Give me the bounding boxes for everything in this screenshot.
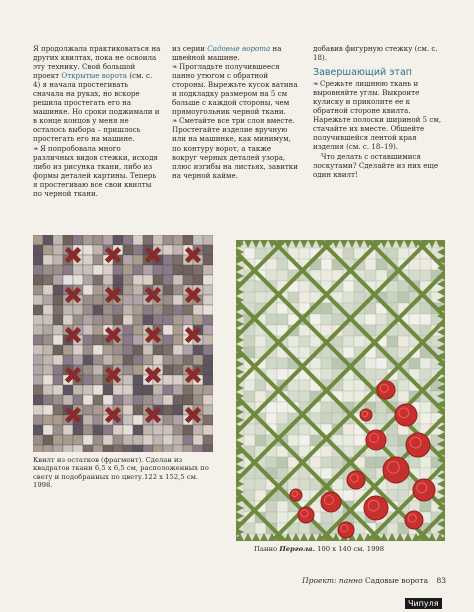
series-name: Садовые ворота — [207, 44, 271, 53]
text-column-right — [313, 44, 443, 179]
bullet-icon: ❧ — [313, 79, 319, 89]
pergola-panel-photo — [236, 240, 445, 541]
scrap-quilt-photo — [33, 235, 213, 452]
bullet-icon: ❧ — [33, 143, 39, 153]
scrap-quilt-image — [33, 235, 213, 452]
paragraph-text: добавив фигурную стежку (см. с. 18). — [313, 44, 438, 63]
bullet-icon: ❧ — [172, 116, 178, 126]
photo-caption-pergola — [254, 545, 434, 553]
section-heading: Завершающий этап — [313, 67, 412, 79]
paragraph-text: (см. с. 4) — [33, 71, 153, 90]
project-name: Открытые ворота — [61, 71, 127, 81]
paragraph-text: Я попробовала много различных видов стежки, исходя либо из рисунка ткани, либо из формы деталей картины. Теперь я простегиваю все свои квилты по черной ткани. — [33, 143, 158, 198]
footer-project-title: Садовые ворота — [365, 576, 429, 585]
photo-caption-scrap-quilt: Квилт из остатков (фрагмент). Сделан из квадратов ткани 6,5 х 6,5 см, расположенных по свету и подобранных по цвету.122 х 152,5 см. 1998. — [33, 456, 209, 490]
instruction-step: Срежьте лишнюю ткань и выровняйте углы. Выкроите кулиску и приколите ее к обратной стороне квилта. Нарежьте полоски шириной 5 см, стачайте их вместе. Обшейте получившейся лентой края изделия (см. с. 18–19). — [313, 79, 442, 152]
paragraph-text: я начала простегивать сначала на руках, но вскоре решила простегать его на машинке. Но сроки поджимали и в конце концов у меня не осталось выбора – пришлось простегать его на машине. — [33, 80, 160, 144]
page-number: 83 — [436, 576, 446, 585]
paragraph-text: Что делать с оставшимися лоскутами? Сделайте из них еще один квилт! — [313, 151, 439, 179]
instruction-step: Сметайте все три слоя вместе. Простегайте изделие вручную или на машинке, как минимум, по контуру ворот, а также вокруг черных деталей узора, плюс изгибы на листьях, завитки на черной кайме. — [172, 116, 298, 180]
text-column-middle — [172, 44, 298, 180]
watermark: Чипуля — [405, 598, 442, 609]
caption-prefix: Панно — [254, 545, 278, 553]
text-column-left — [33, 44, 161, 198]
bullet-icon: ❧ — [172, 62, 178, 72]
page-footer — [286, 576, 446, 585]
paragraph-text: из серии — [172, 44, 206, 53]
caption-title: Пергола. — [279, 545, 315, 553]
paragraph-text: Я продолжала практиковаться на других квилтах, пока не освоила эту технику. Свой большой проект — [33, 44, 161, 81]
paragraph-text: на швейной машине. — [172, 44, 282, 63]
instruction-step: Прогладьте получившееся панно утюгом с обратной стороны. Вырежьте кусок ватина и подкладку размером на 5 см больше с каждой стороны, чем прямоугольник черной ткани. — [172, 62, 298, 117]
footer-project-label: Проект: панно — [302, 576, 363, 585]
pergola-panel-image — [236, 240, 445, 541]
caption-details: 100 х 140 см. 1998 — [317, 545, 385, 553]
